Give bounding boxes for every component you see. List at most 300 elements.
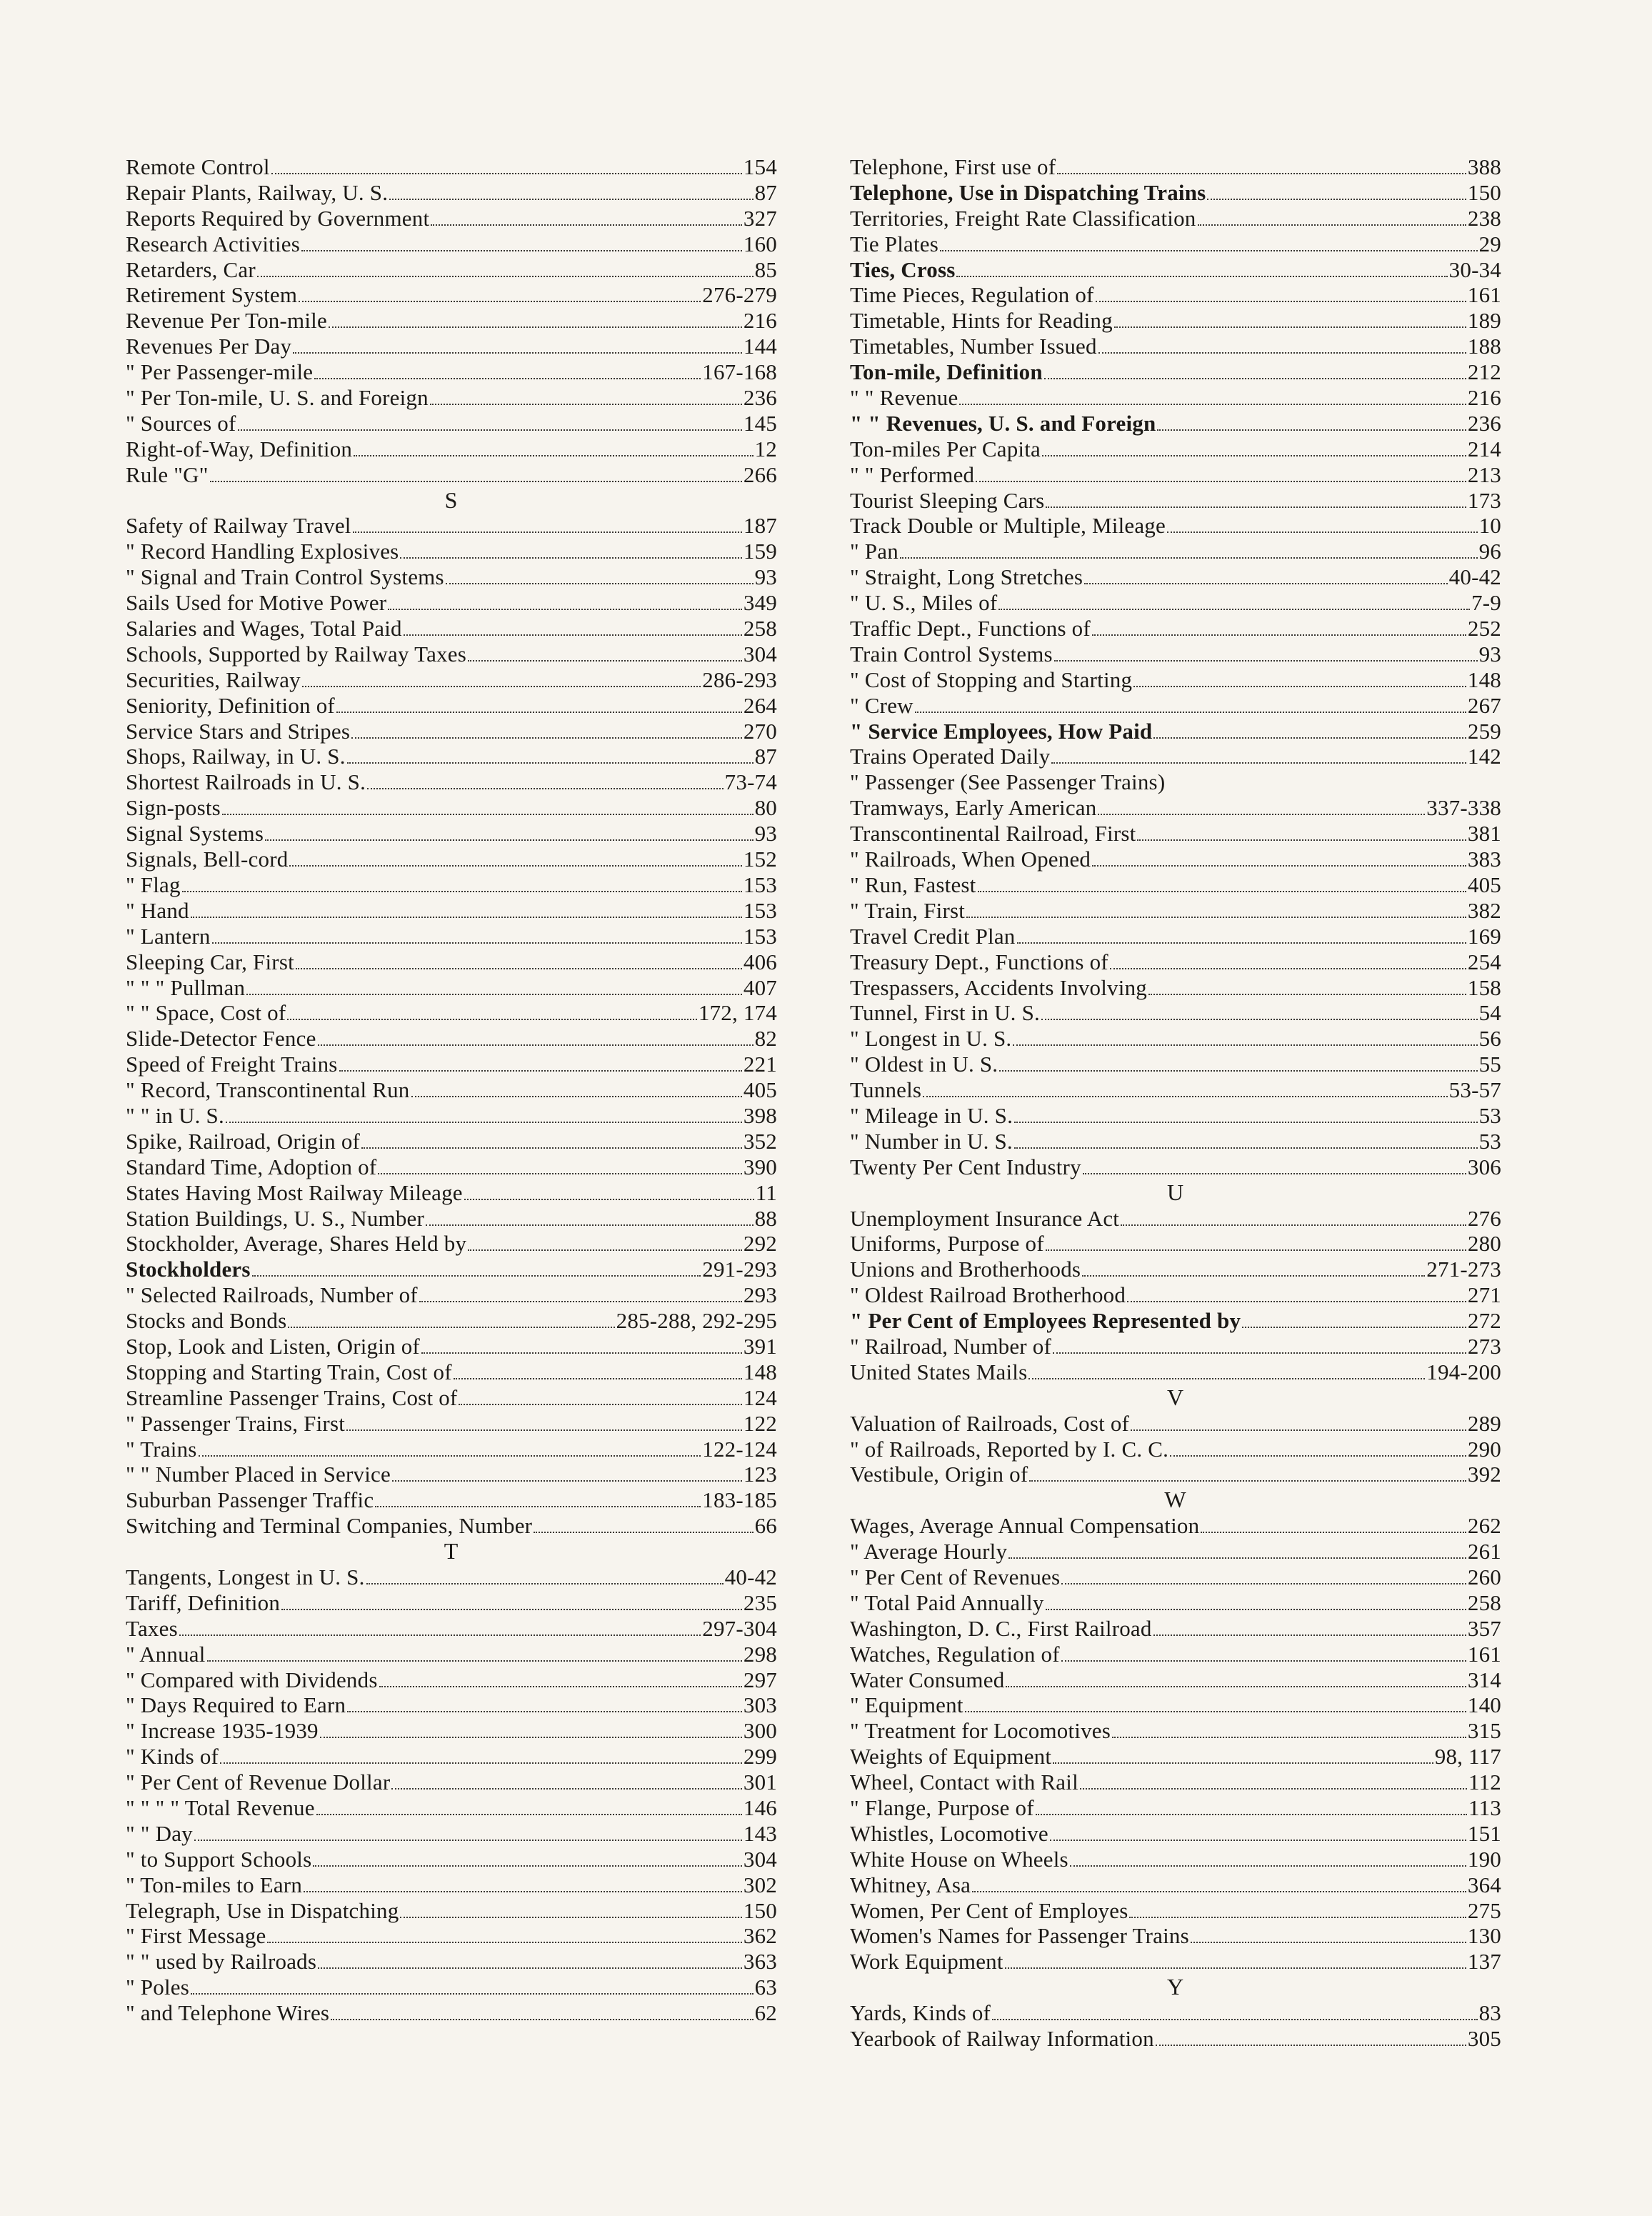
entry-page-number: 56 <box>1478 1026 1501 1052</box>
entry-page-number: 87 <box>754 744 777 769</box>
entry-topic: United States Mails <box>850 1359 1028 1384</box>
index-entry <box>126 2000 777 2026</box>
dot-leader <box>304 1891 742 1892</box>
dot-leader <box>212 942 742 944</box>
dot-leader <box>1029 1480 1466 1482</box>
dot-leader <box>361 1147 742 1149</box>
section-letter-s: S <box>444 486 459 513</box>
dot-leader <box>392 1480 742 1482</box>
index-entry <box>850 513 1501 539</box>
entry-page-number: 290 <box>1467 1436 1501 1462</box>
dot-leader <box>257 276 754 277</box>
dot-leader <box>265 839 753 841</box>
entry-topic: Ton-miles Per Capita <box>850 436 1041 461</box>
dot-leader <box>1198 224 1466 226</box>
entry-page-number: 407 <box>743 974 777 1000</box>
dot-leader <box>1053 1352 1466 1354</box>
dot-leader <box>900 557 1478 559</box>
entry-topic: " Oldest Railroad Brotherhood <box>850 1282 1126 1308</box>
dot-leader <box>289 865 741 867</box>
entry-page-number: 29 <box>1478 231 1501 256</box>
dot-leader <box>1242 1327 1466 1328</box>
entry-topic: Tourist Sleeping Cars <box>850 487 1045 513</box>
index-entry <box>850 898 1501 924</box>
entry-topic: Stop, Look and Listen, Origin of <box>126 1333 420 1359</box>
dot-leader <box>1046 1249 1466 1251</box>
entry-topic: " Run, Fastest <box>850 872 976 897</box>
entry-topic: Whistles, Locomotive <box>850 1820 1048 1846</box>
entry-topic: Sign-posts <box>126 795 221 821</box>
entry-page-number: 73-74 <box>724 769 777 795</box>
entry-page-number: 236 <box>743 385 777 411</box>
entry-page-number: 96 <box>1478 539 1501 564</box>
dot-leader <box>430 404 742 405</box>
dot-leader <box>1201 1532 1466 1533</box>
dot-leader <box>1110 968 1466 969</box>
entry-page-number: 267 <box>1467 692 1501 718</box>
entry-page-number: 285-288, 292-295 <box>616 1308 777 1334</box>
index-entry <box>126 744 777 769</box>
dot-leader <box>978 891 1466 892</box>
entry-page-number: 150 <box>743 1897 777 1923</box>
entry-page-number: 122-124 <box>702 1436 777 1462</box>
index-entry <box>126 308 777 334</box>
entry-page-number: 12 <box>754 436 777 461</box>
dot-leader <box>959 404 1466 405</box>
index-entry <box>126 539 777 564</box>
entry-topic: " " Day <box>126 1820 193 1846</box>
index-entry <box>850 693 1501 719</box>
entry-topic: Whitney, Asa <box>850 1872 971 1897</box>
section-letter-w: W <box>1164 1487 1187 1513</box>
entry-topic: Watches, Regulation of <box>850 1641 1060 1667</box>
index-entry <box>126 1308 777 1334</box>
entry-page-number: 305 <box>1467 2026 1501 2052</box>
index-entry <box>126 821 777 847</box>
entry-page-number: 364 <box>1467 1872 1501 1897</box>
dot-leader <box>923 1096 1447 1097</box>
entry-topic: " Per Ton-mile, U. S. and Foreign <box>126 385 429 411</box>
entry-topic: " Compared with Dividends <box>126 1667 378 1692</box>
entry-page-number: 382 <box>1467 897 1501 923</box>
entry-page-number: 286-293 <box>702 667 777 692</box>
entry-page-number: 297-304 <box>702 1615 777 1641</box>
entry-page-number: 306 <box>1467 1154 1501 1179</box>
entry-page-number: 349 <box>743 590 777 616</box>
entry-topic: " Railroads, When Opened <box>850 847 1091 872</box>
entry-topic: Stopping and Starting Train, Cost of <box>126 1359 452 1384</box>
dot-leader <box>1046 506 1466 508</box>
dot-leader <box>194 1840 742 1841</box>
entry-page-number: 130 <box>1467 1923 1501 1949</box>
dot-leader <box>318 1044 754 1046</box>
entry-page-number: 221 <box>743 1052 777 1077</box>
index-entry <box>850 1257 1501 1282</box>
entry-page-number: 357 <box>1467 1615 1501 1641</box>
dot-leader <box>288 1327 614 1328</box>
dot-leader <box>1129 1917 1466 1918</box>
dot-leader <box>419 1301 742 1302</box>
entry-topic: Wheel, Contact with Rail <box>850 1770 1078 1795</box>
index-entry <box>126 1231 777 1257</box>
entry-topic: " Pan <box>850 539 898 564</box>
dot-leader <box>191 917 742 918</box>
entry-topic: " Record Handling Explosives <box>126 539 399 564</box>
entry-topic: Transcontinental Railroad, First <box>850 821 1136 847</box>
entry-topic: White House on Wheels <box>850 1846 1068 1872</box>
entry-page-number: 85 <box>754 256 777 282</box>
entry-topic: " Equipment <box>850 1692 963 1718</box>
index-entry <box>126 872 777 898</box>
index-entry <box>126 1180 777 1206</box>
index-entry <box>850 1539 1501 1564</box>
index-entry <box>126 334 777 359</box>
index-entry <box>126 1642 777 1667</box>
entry-page-number: 10 <box>1478 513 1501 539</box>
entry-page-number: 216 <box>743 308 777 334</box>
entry-topic: " Flange, Purpose of <box>850 1795 1034 1820</box>
entry-page-number: 194-200 <box>1426 1359 1501 1384</box>
entry-topic: Repair Plants, Railway, U. S. <box>126 179 389 205</box>
index-entry <box>850 1154 1501 1180</box>
entry-page-number: 143 <box>743 1820 777 1846</box>
dot-leader <box>998 609 1470 610</box>
index-entry <box>126 769 777 795</box>
section-letter-t: T <box>444 1538 459 1564</box>
entry-page-number: 405 <box>1467 872 1501 897</box>
index-entry <box>850 1847 1501 1872</box>
index-entry <box>126 1026 777 1052</box>
entry-topic: Stockholders <box>126 1257 251 1282</box>
entry-page-number: 153 <box>743 897 777 923</box>
index-entry <box>126 1154 777 1180</box>
dot-leader <box>400 1917 741 1918</box>
dot-leader <box>1148 994 1466 995</box>
dot-leader <box>1080 1788 1467 1790</box>
index-entry <box>850 1590 1501 1616</box>
dot-leader <box>267 1942 741 1943</box>
entry-page-number: 273 <box>1467 1333 1501 1359</box>
entry-topic: " Sources of <box>126 410 236 436</box>
entry-topic: Twenty Per Cent Industry <box>850 1154 1081 1179</box>
index-entry <box>850 1334 1501 1359</box>
index-entry <box>126 231 777 257</box>
section-letter-u: U <box>1166 1179 1185 1205</box>
index-entry <box>126 1385 777 1411</box>
index-entry <box>850 1744 1501 1770</box>
entry-page-number: 258 <box>743 616 777 642</box>
entry-topic: " U. S., Miles of <box>850 590 998 616</box>
dot-leader <box>281 1609 742 1610</box>
entry-page-number: 236 <box>1467 410 1501 436</box>
dot-leader <box>1014 1122 1478 1123</box>
entry-page-number: 124 <box>743 1384 777 1410</box>
index-entry <box>126 795 777 821</box>
dot-leader <box>313 1865 742 1867</box>
entry-page-number: 154 <box>743 154 777 179</box>
index-entry <box>850 1437 1501 1462</box>
entry-topic: Securities, Railway <box>126 667 301 692</box>
entry-page-number: 7-9 <box>1471 590 1501 616</box>
entry-topic: Telephone, First use of <box>850 154 1056 179</box>
entry-page-number: 213 <box>1467 461 1501 487</box>
dot-leader <box>1036 1814 1467 1815</box>
dot-leader <box>421 1352 742 1354</box>
entry-page-number: 93 <box>754 564 777 590</box>
dot-leader <box>446 583 754 584</box>
entry-page-number: 172, 174 <box>698 1000 777 1026</box>
index-entry <box>126 949 777 975</box>
entry-topic: " First Message <box>126 1923 266 1949</box>
entry-page-number: 160 <box>743 231 777 256</box>
entry-topic: Trains Operated Daily <box>850 744 1051 769</box>
entry-page-number: 272 <box>1467 1308 1501 1334</box>
index-entry <box>126 924 777 949</box>
index-entry <box>850 2000 1501 2026</box>
dot-leader <box>389 199 753 200</box>
index-entry <box>850 1642 1501 1667</box>
entry-page-number: 301 <box>743 1770 777 1795</box>
index-entry <box>126 359 777 385</box>
entry-topic: Tramways, Early American <box>850 795 1097 821</box>
index-entry <box>126 282 777 308</box>
index-entry <box>850 206 1501 231</box>
entry-topic: " Annual <box>126 1641 206 1667</box>
entry-page-number: 53 <box>1478 1128 1501 1154</box>
index-entry <box>850 1821 1501 1847</box>
dot-leader <box>1014 1147 1478 1149</box>
index-entry <box>850 1000 1501 1026</box>
entry-topic: Yards, Kinds of <box>850 2000 991 2026</box>
dot-leader <box>400 557 741 559</box>
entry-page-number: 63 <box>754 1975 777 2000</box>
index-entry <box>126 1744 777 1770</box>
index-entry <box>850 1052 1501 1077</box>
dot-leader <box>1046 1609 1466 1610</box>
index-entry <box>850 2026 1501 2052</box>
dot-leader <box>965 1711 1466 1712</box>
entry-topic: Weights of Equipment <box>850 1744 1052 1770</box>
entry-topic: Shops, Railway, in U. S. <box>126 744 346 769</box>
dot-leader <box>220 1762 742 1764</box>
entry-page-number: 297 <box>743 1667 777 1692</box>
entry-topic: " Record, Transcontinental Run <box>126 1077 410 1103</box>
index-entry <box>126 180 777 206</box>
index-entry <box>850 1513 1501 1539</box>
entry-topic: " Crew <box>850 692 913 718</box>
entry-page-number: 148 <box>1467 667 1501 692</box>
index-entry <box>850 231 1501 257</box>
dot-leader <box>1098 814 1425 815</box>
entry-page-number: 11 <box>755 1179 777 1205</box>
entry-page-number: 167-168 <box>702 359 777 385</box>
dot-leader <box>1167 531 1478 533</box>
dot-leader <box>301 250 742 251</box>
index-entry <box>850 1770 1501 1795</box>
entry-page-number: 142 <box>1467 744 1501 769</box>
index-entry <box>850 180 1501 206</box>
entry-page-number: 327 <box>743 205 777 231</box>
index-entry <box>850 359 1501 385</box>
dot-leader <box>351 737 742 739</box>
section-letter-y: Y <box>1166 1974 1185 2000</box>
entry-topic: Safety of Railway Travel <box>126 513 351 539</box>
index-entry <box>850 539 1501 564</box>
entry-topic: " Trains <box>126 1436 197 1462</box>
entry-topic: Sails Used for Motive Power <box>126 590 387 616</box>
entry-topic: Station Buildings, U. S., Number <box>126 1205 425 1231</box>
index-entry <box>850 411 1501 436</box>
index-entry <box>126 1770 777 1795</box>
entry-page-number: 113 <box>1468 1795 1501 1820</box>
entry-page-number: 161 <box>1467 282 1501 308</box>
entry-topic: " Total Paid Annually <box>850 1589 1044 1615</box>
entry-page-number: 153 <box>743 872 777 897</box>
entry-page-number: 80 <box>754 795 777 821</box>
dot-leader <box>1084 583 1448 584</box>
entry-page-number: 88 <box>754 1205 777 1231</box>
dot-leader <box>302 686 701 687</box>
index-entry <box>850 1411 1501 1437</box>
entry-topic: Tunnel, First in U. S. <box>850 1000 1040 1026</box>
dot-leader <box>347 1711 742 1712</box>
index-entry <box>850 1103 1501 1129</box>
dot-leader <box>1112 1737 1466 1738</box>
entry-page-number: 112 <box>1468 1770 1501 1795</box>
index-entry <box>126 847 777 872</box>
index-entry <box>850 1231 1501 1257</box>
entry-topic: " " Number Placed in Service <box>126 1462 391 1487</box>
entry-page-number: 190 <box>1467 1846 1501 1872</box>
index-entry <box>126 1462 777 1487</box>
index-entry <box>850 1949 1501 1975</box>
entry-page-number: 93 <box>754 821 777 847</box>
index-entry <box>126 975 777 1001</box>
index-entry <box>126 1718 777 1744</box>
index-entry <box>126 1923 777 1949</box>
entry-topic: Slide-Detector Fence <box>126 1026 316 1052</box>
entry-page-number: 275 <box>1467 1897 1501 1923</box>
index-entry <box>850 1282 1501 1308</box>
entry-topic: Stocks and Bonds <box>126 1308 287 1334</box>
entry-topic: Tie Plates <box>850 231 939 256</box>
entry-topic: Right-of-Way, Definition <box>126 436 353 461</box>
index-entry <box>850 616 1501 642</box>
entry-page-number: 398 <box>743 1102 777 1128</box>
index-entry <box>126 385 777 411</box>
entry-page-number: 254 <box>1467 949 1501 974</box>
dot-leader <box>378 1173 741 1174</box>
dot-leader <box>346 1429 742 1431</box>
entry-page-number: 258 <box>1467 1589 1501 1615</box>
entry-topic: " Per Passenger-mile <box>126 359 314 385</box>
entry-page-number: 150 <box>1467 179 1501 205</box>
entry-topic: Revenues Per Day <box>126 334 292 359</box>
entry-topic: Train Control Systems <box>850 641 1053 667</box>
dot-leader <box>1092 634 1466 636</box>
entry-page-number: 145 <box>743 410 777 436</box>
index-entry <box>126 1103 777 1129</box>
index-entry <box>126 1795 777 1821</box>
entry-topic: Streamline Passenger Trains, Cost of <box>126 1384 458 1410</box>
entry-page-number: 82 <box>754 1026 777 1052</box>
dot-leader <box>1054 660 1478 662</box>
dot-leader <box>299 301 701 302</box>
entry-topic: " Treatment for Locomotives <box>850 1718 1111 1744</box>
entry-topic: " Ton-miles to Earn <box>126 1872 303 1897</box>
dot-leader <box>1127 1301 1466 1302</box>
index-entry <box>126 667 777 693</box>
entry-topic: " of Railroads, Reported by I. C. C. <box>850 1436 1169 1462</box>
dot-leader <box>320 1737 742 1738</box>
index-entry <box>126 1872 777 1898</box>
dot-leader <box>411 1096 742 1097</box>
dot-leader <box>940 250 1478 251</box>
dot-leader <box>1153 737 1466 739</box>
entry-topic: " Per Cent of Revenues <box>850 1564 1061 1589</box>
dot-leader <box>956 276 1447 277</box>
dot-leader <box>316 1814 742 1815</box>
entry-page-number: 183-185 <box>702 1487 777 1513</box>
dot-leader <box>271 173 742 174</box>
entry-topic: Ton-mile, Definition <box>850 359 1043 385</box>
index-entry <box>126 1821 777 1847</box>
index-entry <box>850 308 1501 334</box>
dot-leader <box>404 634 742 636</box>
entry-page-number: 304 <box>743 641 777 667</box>
entry-page-number: 140 <box>1467 1692 1501 1718</box>
dot-leader <box>296 968 742 969</box>
index-entry <box>850 1462 1501 1487</box>
entry-topic: " Flag <box>126 872 181 897</box>
entry-page-number: 122 <box>743 1410 777 1436</box>
entry-page-number: 302 <box>743 1872 777 1897</box>
dot-leader <box>1053 1762 1433 1764</box>
dot-leader <box>331 2019 753 2020</box>
dot-leader <box>976 481 1466 482</box>
dot-leader <box>179 1634 701 1636</box>
dot-leader <box>287 1019 697 1020</box>
index-entry <box>126 1359 777 1385</box>
index-entry <box>126 436 777 462</box>
index-entry <box>850 1564 1501 1590</box>
entry-topic: Tunnels <box>850 1077 922 1103</box>
dot-leader <box>1083 1173 1466 1174</box>
entry-topic: Washington, D. C., First Railroad <box>850 1615 1152 1641</box>
index-entry <box>850 1077 1501 1103</box>
dot-leader <box>1061 1583 1466 1584</box>
entry-topic: Territories, Freight Rate Classification <box>850 205 1196 231</box>
entry-topic: Research Activities <box>126 231 300 256</box>
index-entry <box>126 1000 777 1026</box>
entry-page-number: 381 <box>1467 821 1501 847</box>
entry-page-number: 152 <box>743 847 777 872</box>
entry-topic: Women's Names for Passenger Trains <box>850 1923 1189 1949</box>
entry-topic: " Mileage in U. S. <box>850 1102 1013 1128</box>
entry-page-number: 303 <box>743 1692 777 1718</box>
entry-topic: Track Double or Multiple, Mileage <box>850 513 1166 539</box>
dot-leader <box>347 762 754 764</box>
dot-leader <box>1057 173 1466 174</box>
entry-page-number: 260 <box>1467 1564 1501 1589</box>
entry-page-number: 137 <box>1467 1949 1501 1975</box>
entry-page-number: 169 <box>1467 923 1501 949</box>
entry-topic: " Per Cent of Employees Represented by <box>850 1308 1241 1334</box>
entry-topic: Wages, Average Annual Compensation <box>850 1513 1200 1539</box>
dot-leader <box>464 1199 754 1200</box>
index-entry <box>850 1359 1501 1385</box>
entry-topic: " Average Hourly <box>850 1539 1008 1564</box>
